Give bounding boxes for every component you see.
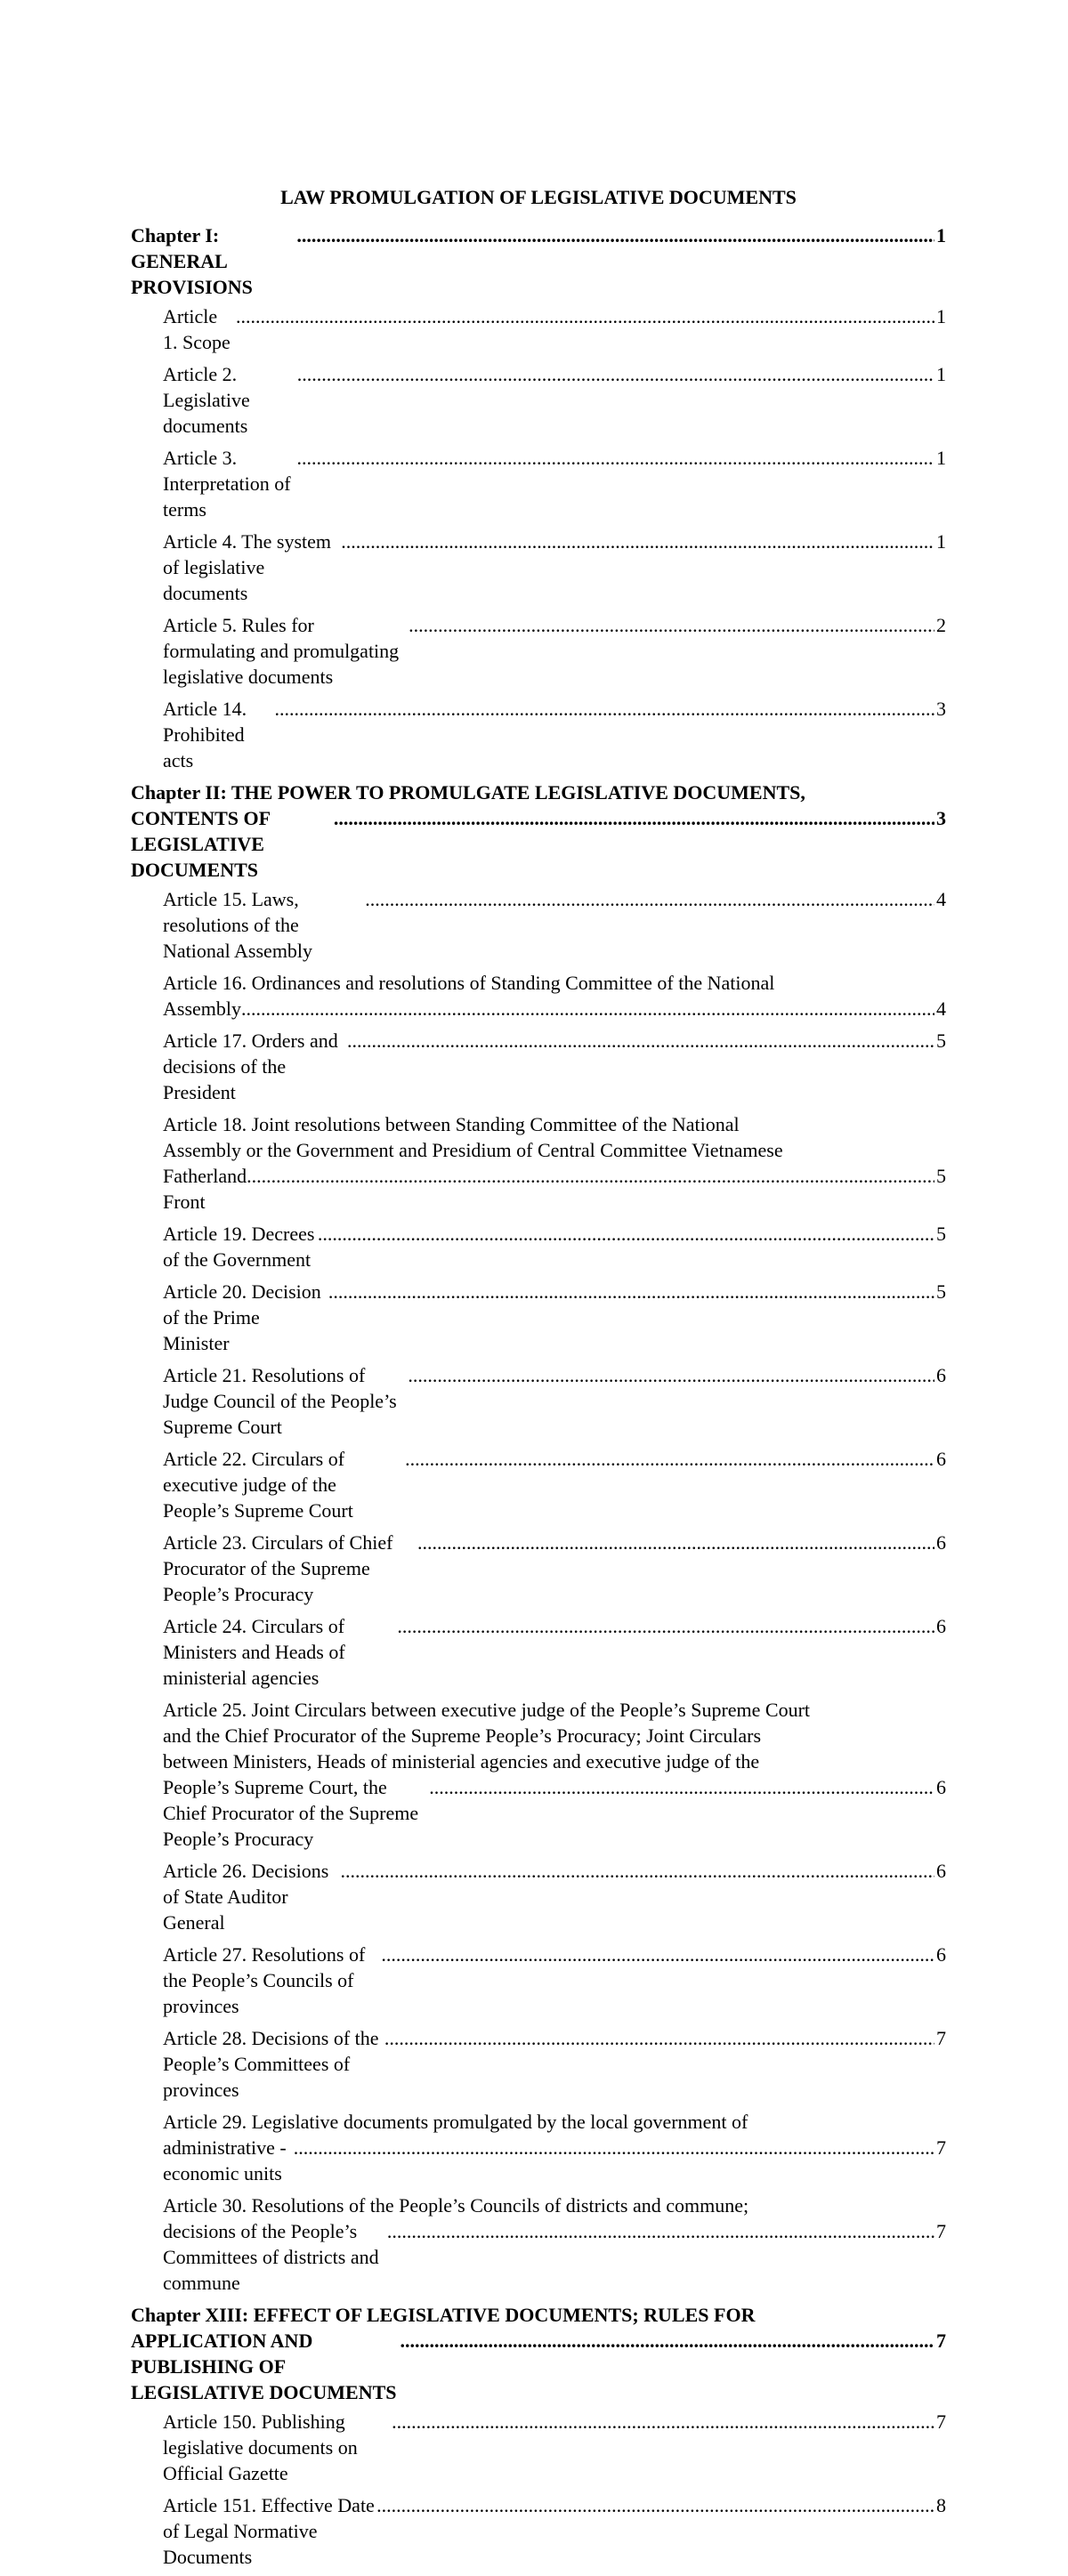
toc-article-entry[interactable] xyxy=(131,2109,946,2186)
toc-entry-leader-row xyxy=(163,303,946,355)
dot-leader xyxy=(241,996,934,1022)
toc-entry-leader-row xyxy=(131,222,946,300)
toc-entry-leader-row xyxy=(163,529,946,606)
toc-entry-leader-row xyxy=(163,2135,946,2186)
toc-entry-leader-row xyxy=(163,1858,946,1935)
dot-leader xyxy=(296,222,934,248)
toc-article-entry[interactable] xyxy=(131,445,946,522)
toc-entry-line: CONTENTS OF LEGISLATIVE DOCUMENTS xyxy=(131,807,271,881)
dot-leader xyxy=(397,1613,934,1639)
toc-page-number: 7 xyxy=(936,2220,946,2242)
toc-entry-line: Article 21. Resolutions of Judge Council of the People’s Supreme Court xyxy=(163,1364,397,1438)
toc-entry-line: Article 18. Joint resolutions between Standing Committee of the National xyxy=(163,1113,740,1135)
toc-article-entry[interactable] xyxy=(131,1028,946,1105)
toc-entry-leader-row xyxy=(163,1221,946,1272)
toc-entry-leader-row xyxy=(163,1362,946,1440)
toc-entry-line: Article 24. Circulars of Ministers and Heads of ministerial agencies xyxy=(163,1615,345,1689)
toc-page-number: 7 xyxy=(936,2330,946,2352)
toc-entry-leader-row xyxy=(163,1613,946,1691)
toc-article-entry[interactable] xyxy=(131,2409,946,2486)
toc-page-number: 4 xyxy=(936,888,946,910)
toc-page-number: 6 xyxy=(936,1860,946,1882)
toc-chapter-entry[interactable] xyxy=(131,222,946,300)
dot-leader xyxy=(294,2135,934,2160)
toc-entry-leader-row xyxy=(163,445,946,522)
toc-entry-leader-row xyxy=(163,696,946,773)
toc-article-entry[interactable] xyxy=(131,612,946,690)
toc-article-entry[interactable] xyxy=(131,970,946,1022)
toc-entry-line: Article 5. Rules for formulating and promulgating legislative documents xyxy=(163,614,400,688)
toc-article-entry[interactable] xyxy=(131,2025,946,2103)
toc-article-entry[interactable] xyxy=(131,696,946,773)
toc-page-number: 4 xyxy=(936,997,946,1020)
dot-leader xyxy=(384,2025,934,2051)
toc-entry-leader-row xyxy=(163,1774,946,1852)
dot-leader xyxy=(408,1362,934,1388)
toc-article-entry[interactable] xyxy=(131,1697,946,1852)
toc-entry-line: Article 28. Decisions of the People’s Committees of provinces xyxy=(163,2027,379,2101)
dot-leader xyxy=(236,303,934,329)
toc-page-number: 6 xyxy=(936,1364,946,1386)
toc-page-number: 5 xyxy=(936,1030,946,1052)
toc-article-entry[interactable] xyxy=(131,1362,946,1440)
dot-leader xyxy=(340,1858,934,1884)
toc-entry-line: Article 19. Decrees of the Government xyxy=(163,1223,315,1271)
dot-leader xyxy=(328,1279,934,1304)
toc-entry-leader-row xyxy=(163,1163,946,1215)
toc-entry-line: Article 20. Decision of the Prime Minister xyxy=(163,1280,321,1354)
dot-leader xyxy=(297,361,934,387)
dot-leader xyxy=(318,1221,934,1247)
toc-article-entry[interactable] xyxy=(131,2492,946,2570)
toc-entry-line: Article 14. Prohibited acts xyxy=(163,698,247,771)
dot-leader xyxy=(347,1028,934,1054)
toc-page-number: 6 xyxy=(936,1615,946,1637)
toc-entry-leader-row xyxy=(163,886,946,964)
dot-leader xyxy=(400,2328,934,2354)
dot-leader xyxy=(387,2218,934,2244)
toc-entry-line: Article 1. Scope xyxy=(163,305,231,353)
toc-entry-line: Article 16. Ordinances and resolutions of Standing Committee of the National xyxy=(163,972,775,994)
toc-entry-line: Article 23. Circulars of Chief Procurator of the Supreme People’s Procuracy xyxy=(163,1531,393,1605)
toc-page-number: 7 xyxy=(936,2410,946,2433)
toc-article-entry[interactable] xyxy=(131,1530,946,1607)
toc-page-number: 1 xyxy=(936,305,946,327)
toc-page-number: 6 xyxy=(936,1531,946,1554)
toc-entry-line: Assembly xyxy=(163,997,241,1020)
toc-entry-leader-row xyxy=(163,1942,946,2019)
toc-entry-leader-row xyxy=(163,1530,946,1607)
toc-page-number: 6 xyxy=(936,1943,946,1966)
toc-chapter-entry[interactable] xyxy=(131,2302,946,2405)
toc-entry-line: Article 150. Publishing legislative documents on Official Gazette xyxy=(163,2410,358,2484)
toc-article-entry[interactable] xyxy=(131,886,946,964)
toc-article-entry[interactable] xyxy=(131,1111,946,1215)
toc-entry-line: Fatherland Front xyxy=(163,1165,247,1213)
toc-entry-line: APPLICATION AND PUBLISHING OF LEGISLATIVE DOCUMENTS xyxy=(131,2330,397,2403)
toc-page-number: 7 xyxy=(936,2136,946,2159)
toc-page-number: 5 xyxy=(936,1280,946,1303)
toc-entry-leader-row xyxy=(163,996,946,1022)
toc-entry-line: People’s Supreme Court, the Chief Procurator of the Supreme People’s Procuracy xyxy=(163,1776,419,1850)
toc-entry-line: Chapter II: THE POWER TO PROMULGATE LEGISLATIVE DOCUMENTS, xyxy=(131,781,805,803)
dot-leader xyxy=(417,1530,934,1555)
toc-article-entry[interactable] xyxy=(131,1942,946,2019)
toc-entry-line: Article 4. The system of legislative documents xyxy=(163,530,331,604)
document-title: LAW PROMULGATION OF LEGISLATIVE DOCUMENTS xyxy=(280,186,797,208)
toc-entry-leader-row xyxy=(131,2328,946,2405)
toc-entry-line: Article 151. Effective Date of Legal Normative Documents xyxy=(163,2494,375,2568)
toc-entry-line: and the Chief Procurator of the Supreme People’s Procuracy; Joint Circulars xyxy=(163,1724,762,1747)
toc-article-entry[interactable] xyxy=(131,303,946,355)
dot-leader xyxy=(376,2492,934,2518)
toc-entry-line: Article 27. Resolutions of the People’s Councils of provinces xyxy=(163,1943,366,2017)
toc-entry-leader-row xyxy=(163,2218,946,2296)
toc-page-number: 6 xyxy=(936,1776,946,1798)
toc-page-number: 1 xyxy=(936,530,946,553)
toc-entry-line: Article 22. Circulars of executive judge of the People’s Supreme Court xyxy=(163,1448,353,1522)
toc-entry-line: between Ministers, Heads of ministerial agencies and executive judge of the xyxy=(163,1750,760,1773)
toc-entry-line: Assembly or the Government and Presidium of Central Committee Vietnamese xyxy=(163,1139,783,1161)
toc-entry-line: Article 2. Legislative documents xyxy=(163,363,250,437)
toc-article-entry[interactable] xyxy=(131,529,946,606)
toc-page-number: 1 xyxy=(936,363,946,385)
toc-entry-line: Article 15. Laws, resolutions of the National Assembly xyxy=(163,888,313,962)
dot-leader xyxy=(429,1774,934,1800)
toc-article-entry[interactable] xyxy=(131,361,946,439)
dot-leader xyxy=(247,1163,934,1189)
toc-article-entry[interactable] xyxy=(131,1221,946,1272)
dot-leader xyxy=(381,1942,934,1967)
toc-entry-line: Article 29. Legislative documents promulgated by the local government of xyxy=(163,2111,748,2133)
toc-entry-leader-row xyxy=(163,2025,946,2103)
dot-leader xyxy=(365,886,934,912)
toc-page-number: 2 xyxy=(936,614,946,636)
toc-entry-line: Article 26. Decisions of State Auditor General xyxy=(163,1860,329,1934)
toc-article-entry[interactable] xyxy=(131,1858,946,1935)
toc-article-entry[interactable] xyxy=(131,1613,946,1691)
dot-leader xyxy=(275,696,934,722)
dot-leader xyxy=(405,1446,934,1472)
toc-entry-line: Article 25. Joint Circulars between executive judge of the People’s Supreme Court xyxy=(163,1699,811,1721)
toc-entry-line: Chapter I: GENERAL PROVISIONS xyxy=(131,224,253,298)
toc-entry-line: administrative - economic units xyxy=(163,2136,287,2184)
dot-leader xyxy=(392,2409,934,2435)
toc-chapter-entry[interactable] xyxy=(131,779,946,883)
toc-page-number: 5 xyxy=(936,1165,946,1187)
toc-article-entry[interactable] xyxy=(131,1279,946,1356)
toc-entry-line: Article 30. Resolutions of the People’s Councils of districts and commune; xyxy=(163,2194,749,2217)
toc-page-number: 8 xyxy=(936,2494,946,2516)
toc-entry-leader-row xyxy=(131,805,946,883)
toc-page-number: 3 xyxy=(936,698,946,720)
toc-page-number: 6 xyxy=(936,1448,946,1470)
toc-entry-leader-row xyxy=(163,1028,946,1105)
toc-entry-leader-row xyxy=(163,612,946,690)
dot-leader xyxy=(409,612,934,638)
toc-page-number: 7 xyxy=(936,2027,946,2049)
toc-entry-line: decisions of the People’s Committees of districts and commune xyxy=(163,2220,379,2294)
toc-page-number: 5 xyxy=(936,1223,946,1245)
toc-entry-line: Article 3. Interpretation of terms xyxy=(163,447,291,521)
toc-entry-leader-row xyxy=(163,2492,946,2570)
toc-entry-leader-row xyxy=(163,1446,946,1523)
toc-entry-line: Chapter XIII: EFFECT OF LEGISLATIVE DOCUMENTS; RULES FOR xyxy=(131,2304,756,2326)
toc-article-entry[interactable] xyxy=(131,1446,946,1523)
dot-leader xyxy=(297,445,935,471)
dot-leader xyxy=(334,805,934,831)
table-of-contents xyxy=(131,222,946,2570)
document-page xyxy=(131,185,946,2576)
toc-entry-leader-row xyxy=(163,1279,946,1356)
dot-leader xyxy=(341,529,934,554)
toc-entry-line: Article 17. Orders and decisions of the President xyxy=(163,1030,338,1103)
toc-entry-leader-row xyxy=(163,2409,946,2486)
toc-page-number: 1 xyxy=(936,224,946,246)
toc-page-number: 1 xyxy=(936,447,946,469)
toc-article-entry[interactable] xyxy=(131,2192,946,2296)
toc-entry-leader-row xyxy=(163,361,946,439)
toc-page-number: 3 xyxy=(936,807,946,829)
